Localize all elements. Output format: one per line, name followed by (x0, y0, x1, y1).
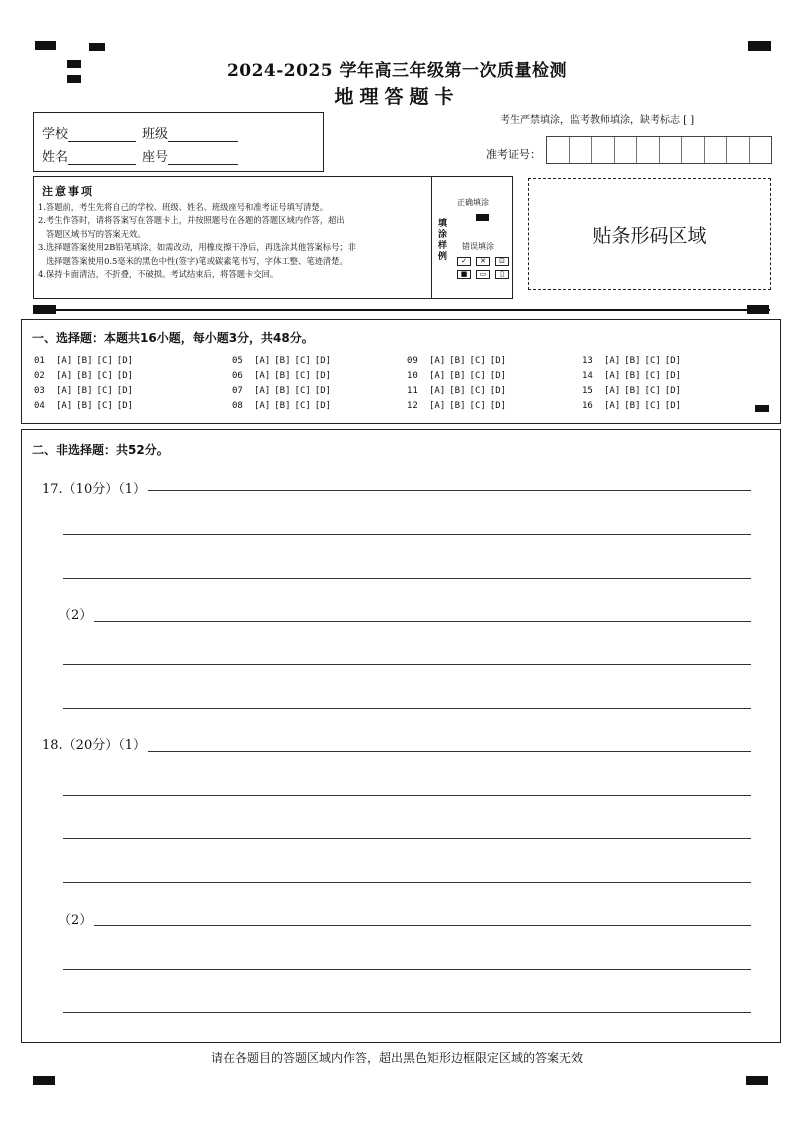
alignment-mark-bottom-right (746, 1076, 768, 1085)
mc-option-bubble[interactable]: [B] (624, 401, 641, 411)
notes-item: 答题区域书写的答案无效。 (46, 228, 146, 239)
mc-option-bubble[interactable]: [B] (449, 401, 466, 411)
mc-option-bubble[interactable]: [B] (274, 371, 291, 381)
mc-option-bubble[interactable]: [D] (489, 371, 507, 381)
school-label: 学校 (42, 127, 69, 142)
notes-item: 3.选择题答案使用2B铅笔填涂，如需改动，用橡皮擦干净后，再选涂其他答案标号；非 (38, 242, 356, 253)
mc-option-bubble[interactable]: [D] (314, 356, 332, 366)
mc-question-16 (582, 401, 685, 411)
mc-option-bubble[interactable]: [C] (644, 401, 661, 411)
mc-option-bubble[interactable]: [B] (274, 356, 291, 366)
mc-option-bubble[interactable]: [B] (624, 356, 641, 366)
answer-line[interactable] (83, 621, 751, 622)
essay-title: 二、非选择题：共52分。 (32, 443, 169, 457)
mc-option-bubble[interactable]: [B] (76, 371, 93, 381)
exam-number-cell[interactable] (727, 137, 750, 163)
mc-option-bubble[interactable]: [D] (314, 386, 332, 396)
answer-line[interactable] (63, 882, 751, 883)
q17-label: 17.（10分）（1） (42, 478, 148, 497)
essay-section (21, 429, 781, 1043)
mc-option-bubble[interactable]: [C] (96, 386, 113, 396)
mc-question-number: 10 (407, 371, 418, 381)
mc-question-number: 02 (34, 371, 45, 381)
mc-question-number: 14 (582, 371, 593, 381)
mc-option-bubble[interactable]: [B] (274, 386, 291, 396)
mc-option-bubble[interactable]: [D] (489, 356, 507, 366)
exam-number-cell[interactable] (705, 137, 728, 163)
alignment-mark-top-left (35, 41, 56, 50)
mc-option-bubble[interactable]: [D] (116, 401, 134, 411)
mc-question-number: 07 (232, 386, 243, 396)
notes-item: 4.保持卡面清洁，不折叠，不破损。考试结束后，将答题卡交回。 (38, 269, 279, 280)
mc-question-number: 15 (582, 386, 593, 396)
mc-option-bubble[interactable]: [D] (116, 356, 134, 366)
barcode-label: 贴条形码区域 (592, 225, 707, 247)
correct-fill-mark (476, 214, 489, 221)
mc-option-bubble[interactable]: [A] (56, 371, 73, 381)
mc-option-bubble[interactable]: [D] (664, 356, 682, 366)
wrong-fill-label: 错误填涂 (462, 242, 494, 251)
mc-question-number: 16 (582, 401, 593, 411)
mc-option-bubble[interactable]: [B] (274, 401, 291, 411)
mc-option-bubble[interactable]: [C] (469, 371, 486, 381)
exam-number-cell[interactable] (615, 137, 638, 163)
footer-note: 请在各题目的答题区域内作答，超出黑色矩形边框限定区域的答案无效 (210, 1051, 583, 1065)
answer-line[interactable] (63, 534, 751, 535)
mc-option-bubble[interactable]: [C] (294, 401, 311, 411)
student-info-box (33, 112, 324, 172)
mc-option-bubble[interactable]: [D] (664, 371, 682, 381)
mc-option-bubble[interactable]: [B] (449, 356, 466, 366)
class-field[interactable] (168, 127, 238, 142)
mc-option-bubble[interactable]: [D] (116, 371, 134, 381)
mc-question-14 (582, 371, 685, 381)
mc-question-04 (34, 401, 137, 411)
school-class-row (42, 123, 238, 142)
mc-option-bubble[interactable]: [A] (254, 386, 271, 396)
mc-option-bubble[interactable]: [A] (254, 401, 271, 411)
notes-item: 选择题答案使用0.5毫米的黑色中性(签字)笔或碳素笔书写，字体工整、笔迹清楚。 (46, 255, 348, 266)
class-label: 班级 (142, 127, 169, 142)
exam-number-cell[interactable] (570, 137, 593, 163)
school-field[interactable] (68, 127, 136, 142)
multiple-choice-section (21, 319, 781, 424)
q18-label: 18.（20分）（1） (42, 734, 148, 753)
mc-option-bubble[interactable]: [C] (294, 371, 311, 381)
mc-option-bubble[interactable]: [A] (604, 401, 621, 411)
mc-option-bubble[interactable]: [B] (624, 386, 641, 396)
notes-list (38, 201, 430, 281)
exam-number-cell[interactable] (660, 137, 683, 163)
wrong-fill-dot-icon: ⊡ (495, 257, 509, 266)
mc-question-02 (34, 371, 137, 381)
mc-question-15 (582, 386, 685, 396)
exam-number-cell[interactable] (592, 137, 615, 163)
mc-option-bubble[interactable]: [C] (294, 356, 311, 366)
name-seat-row (42, 146, 238, 165)
mc-question-number: 03 (34, 386, 45, 396)
wrong-fill-empty-icon: ▭ (476, 270, 490, 279)
answer-line[interactable] (148, 490, 751, 491)
mc-question-10 (407, 371, 510, 381)
mc-option-bubble[interactable]: [B] (624, 371, 641, 381)
separator-line (33, 309, 770, 311)
exam-number-cell[interactable] (637, 137, 660, 163)
answer-line[interactable] (63, 1012, 751, 1013)
exam-number-cell[interactable] (750, 137, 772, 163)
mc-option-bubble[interactable]: [A] (56, 356, 73, 366)
notes-box (33, 176, 513, 299)
mc-option-bubble[interactable]: [A] (604, 386, 621, 396)
exam-title: 2024-2025 学年高三年级第一次质量检测 (226, 61, 568, 81)
correct-fill-label: 正确填涂 (457, 198, 489, 207)
mc-option-bubble[interactable]: [A] (429, 386, 446, 396)
mc-option-bubble[interactable]: [A] (254, 356, 271, 366)
mc-question-number: 09 (407, 356, 418, 366)
wrong-fill-check-icon: ✓ (457, 257, 471, 266)
mc-option-bubble[interactable]: [B] (76, 386, 93, 396)
mc-option-bubble[interactable]: [C] (294, 386, 311, 396)
mc-option-bubble[interactable]: [A] (604, 371, 621, 381)
exam-number-label: 准考证号： (486, 148, 541, 161)
mc-question-05 (232, 356, 335, 366)
mc-option-bubble[interactable]: [D] (489, 401, 507, 411)
wrong-fill-row (457, 270, 509, 279)
mc-option-bubble[interactable]: [A] (604, 356, 621, 366)
mc-option-bubble[interactable]: [C] (644, 386, 661, 396)
answer-sheet-title: 地理答题卡 (334, 86, 460, 108)
multiple-choice-title: 一、选择题：本题共16小题，每小题3分，共48分。 (32, 331, 314, 345)
mc-question-11 (407, 386, 510, 396)
fill-example-label: 填涂样例 (438, 219, 448, 262)
mc-question-number: 12 (407, 401, 418, 411)
mc-question-number: 08 (232, 401, 243, 411)
mc-option-bubble[interactable]: [C] (644, 356, 661, 366)
mc-option-bubble[interactable]: [A] (429, 371, 446, 381)
mc-option-bubble[interactable]: [C] (469, 401, 486, 411)
exam-number-cell[interactable] (682, 137, 705, 163)
answer-line[interactable] (63, 664, 751, 665)
mc-option-bubble[interactable]: [A] (254, 371, 271, 381)
answer-line[interactable] (63, 838, 751, 839)
mc-option-bubble[interactable]: [D] (116, 386, 134, 396)
mc-question-01 (34, 356, 137, 366)
name-label: 姓名 (42, 150, 69, 165)
exam-number-cell[interactable] (547, 137, 570, 163)
mc-option-bubble[interactable]: [D] (489, 386, 507, 396)
alignment-mark-bottom-left (33, 1076, 55, 1085)
mc-option-bubble[interactable]: [C] (96, 401, 113, 411)
mc-option-bubble[interactable]: [A] (56, 401, 73, 411)
answer-line[interactable] (63, 969, 751, 970)
mc-option-bubble[interactable]: [C] (96, 356, 113, 366)
absent-notice: 考生严禁填涂，监考教师填涂，缺考标志 [ ] (500, 115, 695, 126)
mc-option-bubble[interactable]: [B] (76, 356, 93, 366)
barcode-area (528, 178, 771, 290)
seat-field[interactable] (168, 150, 238, 165)
seat-label: 座号 (142, 150, 169, 165)
wrong-fill-row (457, 257, 509, 266)
mc-option-bubble[interactable]: [C] (469, 356, 486, 366)
mc-option-bubble[interactable]: [D] (314, 401, 332, 411)
mc-question-number: 06 (232, 371, 243, 381)
mc-option-bubble[interactable]: [D] (664, 401, 682, 411)
mc-question-07 (232, 386, 335, 396)
wrong-fill-cross-icon: ✕ (476, 257, 490, 266)
mc-question-number: 13 (582, 356, 593, 366)
mc-question-number: 11 (407, 386, 418, 396)
mc-question-08 (232, 401, 335, 411)
mc-option-bubble[interactable]: [C] (644, 371, 661, 381)
answer-line[interactable] (63, 578, 751, 579)
mc-option-bubble[interactable]: [D] (664, 386, 682, 396)
mc-option-bubble[interactable]: [B] (76, 401, 93, 411)
mc-option-bubble[interactable]: [A] (429, 356, 446, 366)
answer-line[interactable] (63, 795, 751, 796)
alignment-mark-top-left-2 (89, 43, 105, 51)
fill-example-panel (431, 177, 512, 298)
answer-line[interactable] (148, 751, 751, 752)
mc-option-bubble[interactable]: [A] (429, 401, 446, 411)
mc-option-bubble[interactable]: [B] (449, 371, 466, 381)
wrong-fill-bar-icon: ▯ (495, 270, 509, 279)
mc-question-12 (407, 401, 510, 411)
mc-option-bubble[interactable]: [C] (96, 371, 113, 381)
notes-item: 2.考生作答时，请将答案写在答题卡上，并按照题号在各题的答题区域内作答，超出 (38, 215, 345, 226)
mc-question-number: 01 (34, 356, 45, 366)
notes-item: 1.答题前，考生先将自己的学校、班级、姓名、班级座号和准考证号填写清楚。 (38, 202, 329, 212)
mc-option-bubble[interactable]: [A] (56, 386, 73, 396)
mc-question-number: 04 (34, 401, 45, 411)
exam-number-grid[interactable] (546, 136, 772, 164)
mc-question-03 (34, 386, 137, 396)
mc-question-number: 05 (232, 356, 243, 366)
mc-option-bubble[interactable]: [B] (449, 386, 466, 396)
q17-part2-label: （2） (58, 604, 94, 623)
name-field[interactable] (68, 150, 136, 165)
notes-title: 注意事项 (42, 185, 94, 198)
answer-line[interactable] (83, 925, 751, 926)
mc-option-bubble[interactable]: [D] (314, 371, 332, 381)
alignment-mark-top-right (748, 41, 771, 51)
mc-question-06 (232, 371, 335, 381)
mc-question-09 (407, 356, 510, 366)
mc-question-13 (582, 356, 685, 366)
answer-line[interactable] (63, 708, 751, 709)
q18-part2-label: （2） (58, 909, 94, 928)
wrong-fill-filled-circle-icon: ■ (457, 270, 471, 279)
mc-option-bubble[interactable]: [C] (469, 386, 486, 396)
